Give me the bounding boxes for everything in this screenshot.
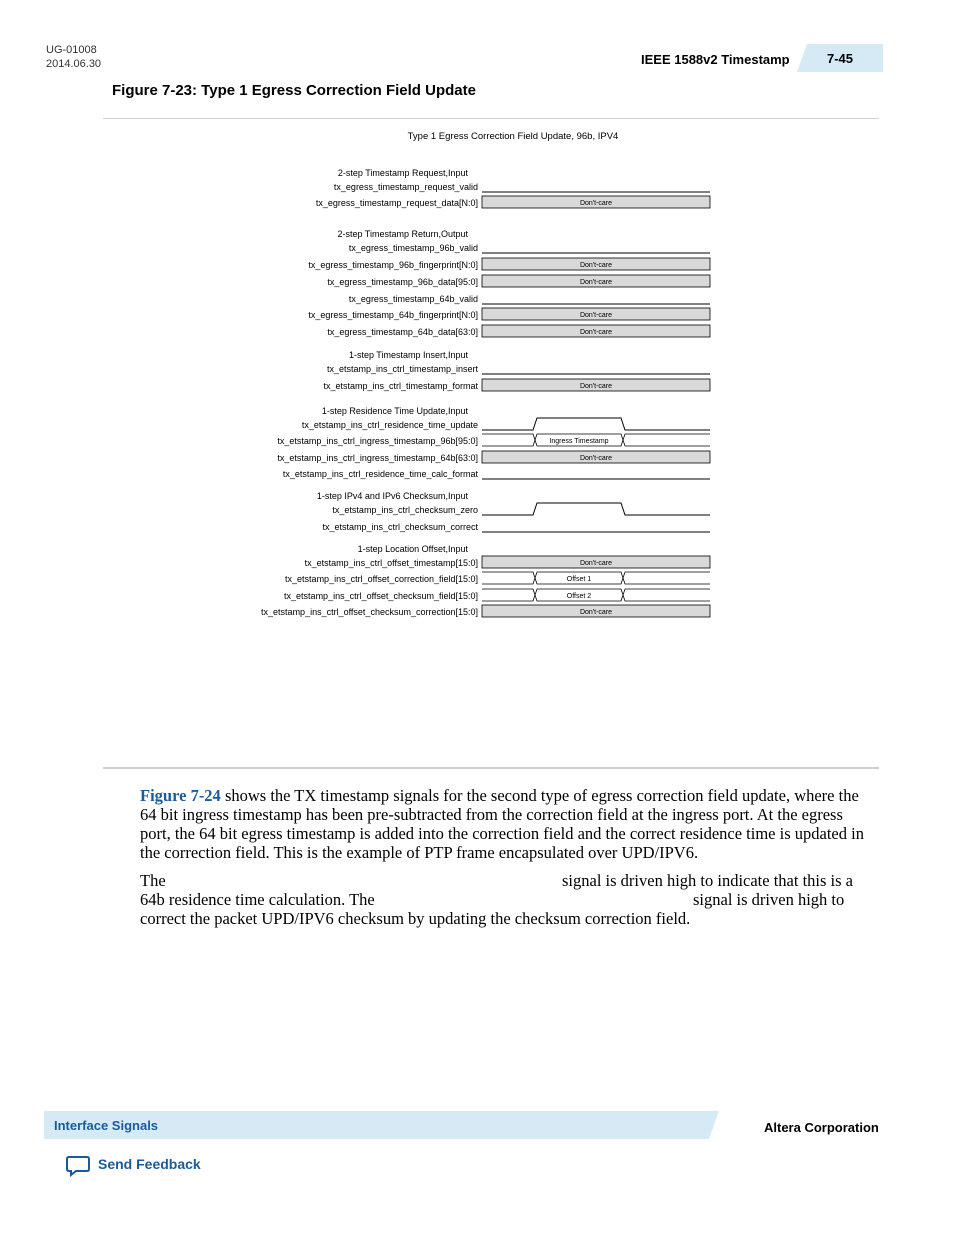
footer-section-link[interactable]: Interface Signals <box>54 1118 159 1133</box>
signal-row <box>277 434 710 446</box>
p2-line1-end: signal is driven high to indicate that this is a <box>562 871 853 890</box>
signal-name: tx_egress_timestamp_96b_valid <box>348 243 478 253</box>
signal-row <box>285 572 710 584</box>
bus-label: Don't-care <box>579 609 613 616</box>
signal-name: tx_etstamp_ins_ctrl_offset_correction_field[15:0] <box>285 574 478 584</box>
signal-name: tx_etstamp_ins_ctrl_checksum_zero <box>332 505 478 515</box>
signal-name: tx_etstamp_ins_ctrl_timestamp_insert <box>326 364 478 374</box>
signal-name: tx_etstamp_ins_ctrl_checksum_correct <box>322 522 478 532</box>
speech-bubble-icon[interactable] <box>66 1155 90 1177</box>
p2-line1-start: The <box>140 871 166 890</box>
doc-date: 2014.06.30 <box>46 58 102 70</box>
bus-label: Don't-care <box>579 262 613 269</box>
signal-row <box>302 406 710 430</box>
doc-number: UG-01008 <box>46 44 97 56</box>
signal-row <box>323 379 710 391</box>
signal-row <box>327 325 710 337</box>
signal-name: tx_etstamp_ins_ctrl_offset_timestamp[15:0] <box>304 558 478 568</box>
signal-name: tx_egress_timestamp_request_valid <box>333 182 478 192</box>
signal-row <box>308 308 710 320</box>
signal-name: tx_etstamp_ins_ctrl_offset_checksum_correction[15:0] <box>261 607 478 617</box>
signal-row <box>284 589 710 601</box>
signal-group-label: 1-step IPv4 and IPv6 Checksum,Input <box>316 491 468 501</box>
timing-diagram <box>103 120 879 640</box>
bus-label: Don't-care <box>579 312 613 319</box>
figure-link[interactable]: Figure 7-24 <box>140 786 221 805</box>
p2-line2-start: 64b residence time calculation. The <box>140 890 375 909</box>
signal-name: tx_egress_timestamp_64b_valid <box>348 294 478 304</box>
signal-row <box>349 294 710 304</box>
p2-line2-end: signal is driven high to <box>693 890 845 909</box>
signal-name: tx_egress_timestamp_64b_data[63:0] <box>327 327 478 337</box>
footer-company: Altera Corporation <box>764 1120 879 1135</box>
bus-value-label: Offset 1 <box>566 576 592 583</box>
diagram-title: Type 1 Egress Correction Field Update, 96b, IPV4 <box>407 131 619 142</box>
signal-row <box>327 275 710 287</box>
signal-name: tx_etstamp_ins_ctrl_residence_time_update <box>301 420 478 430</box>
document-id <box>46 43 101 71</box>
signal-row <box>337 229 710 253</box>
section-title: IEEE 1588v2 Timestamp <box>641 52 790 67</box>
signal-row <box>327 350 710 374</box>
signal-group-label: 1-step Residence Time Update,Input <box>321 406 468 416</box>
paragraph-1-text: shows the TX timestamp signals for the second type of egress correction field update, where the 64 bit ingress timestamp has been pre-subtracted from the correction field at the ingress port. At the egress port, the 64 bit egress timestamp is added into the correction field and the correct residence time is updated in the correction field. This is the example of PTP frame encapsulated over UPD/IPV6. <box>140 786 864 862</box>
waveform-bus-value <box>482 589 710 601</box>
p2-line3: correct the packet UPD/IPV6 checksum by updating the checksum correction field. <box>140 909 691 928</box>
signal-row <box>334 168 710 192</box>
bus-label: Don't-care <box>579 200 613 207</box>
signal-group-label: 2-step Timestamp Request,Input <box>337 168 468 178</box>
figure-title: Figure 7-23: Type 1 Egress Correction Field Update <box>112 82 476 99</box>
signal-row <box>316 196 710 208</box>
signal-row <box>308 258 710 270</box>
signal-name: tx_egress_timestamp_request_data[N:0] <box>315 198 478 208</box>
signal-row <box>322 522 710 532</box>
waveform-rows <box>261 168 710 617</box>
bus-value-label: Offset 2 <box>566 593 592 600</box>
figure-bottom-rule <box>103 767 879 769</box>
signal-name: tx_etstamp_ins_ctrl_residence_time_calc_format <box>282 469 478 479</box>
signal-name: tx_egress_timestamp_64b_fingerprint[N:0] <box>308 310 478 320</box>
waveform-bus-value <box>482 572 710 584</box>
signal-name: tx_egress_timestamp_96b_fingerprint[N:0] <box>308 260 478 270</box>
bus-label: Don't-care <box>579 560 613 567</box>
signal-row <box>283 469 710 479</box>
paragraph-figure-reference <box>140 786 870 862</box>
bus-label: Don't-care <box>579 279 613 286</box>
waveform-pulse <box>482 503 710 515</box>
bus-value-label: Ingress Timestamp <box>549 438 609 445</box>
signal-name: tx_etstamp_ins_ctrl_timestamp_format <box>323 381 478 391</box>
signal-row <box>317 491 710 515</box>
page-number: 7-45 <box>826 51 854 66</box>
signal-name: tx_egress_timestamp_96b_data[95:0] <box>327 277 478 287</box>
signal-group-label: 1-step Location Offset,Input <box>357 544 468 554</box>
bus-label: Don't-care <box>579 455 613 462</box>
signal-name: tx_etstamp_ins_ctrl_ingress_timestamp_96b[95:0] <box>277 436 478 446</box>
bus-label: Don't-care <box>579 329 613 336</box>
waveform-pulse <box>482 418 710 430</box>
signal-name: tx_etstamp_ins_ctrl_ingress_timestamp_64b[63:0] <box>277 453 478 463</box>
paragraph-signal-description <box>140 871 870 928</box>
signal-row <box>261 605 710 617</box>
signal-row <box>305 544 710 568</box>
figure-top-rule <box>103 118 879 119</box>
signal-name: tx_etstamp_ins_ctrl_offset_checksum_field[15:0] <box>284 591 478 601</box>
signal-row <box>277 451 710 463</box>
bus-label: Don't-care <box>579 383 613 390</box>
signal-group-label: 1-step Timestamp Insert,Input <box>348 350 468 360</box>
signal-group-label: 2-step Timestamp Return,Output <box>337 229 468 239</box>
send-feedback-link[interactable]: Send Feedback <box>98 1156 201 1172</box>
